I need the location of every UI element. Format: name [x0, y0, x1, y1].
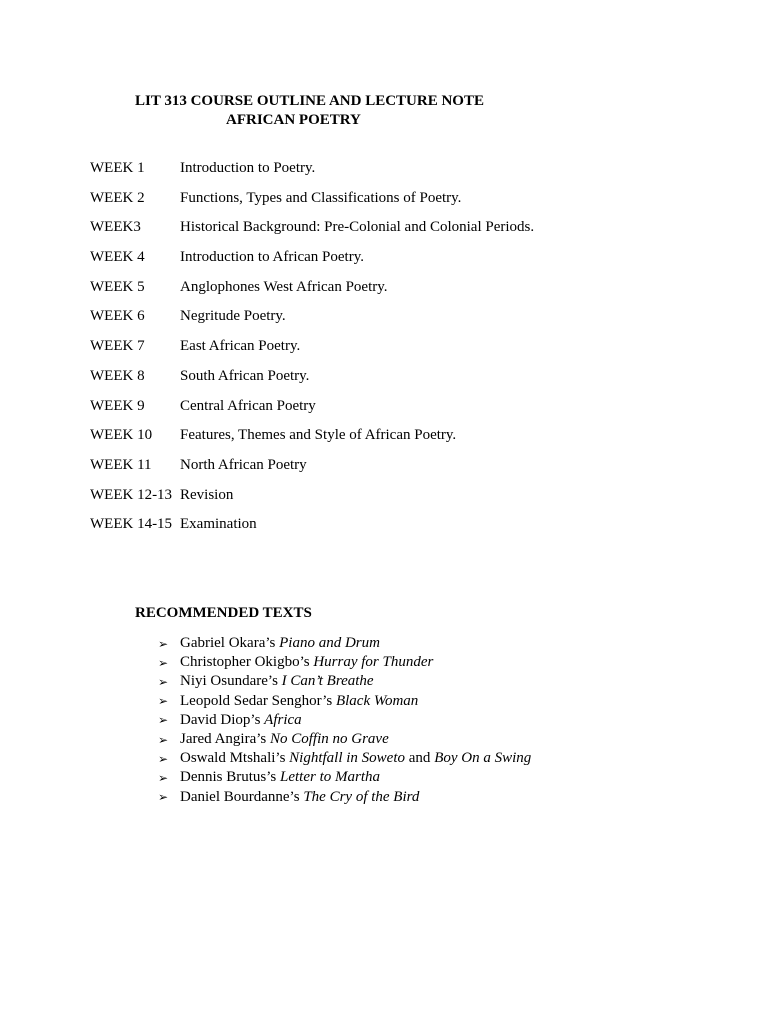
author-name: Dennis Brutus’s — [180, 769, 281, 786]
schedule-row — [90, 190, 710, 220]
week-topic: Functions, Types and Classifications of Poetry. — [180, 189, 462, 206]
arrowhead-bullet-icon: ➢ — [158, 694, 169, 709]
author-name: Jared Angira’s — [180, 731, 270, 748]
week-topic: South African Poetry. — [180, 367, 310, 384]
author-name: Oswald Mtshali’s — [180, 750, 290, 767]
work-title: Africa — [264, 711, 302, 728]
schedule-row — [90, 516, 710, 546]
work-title-2: Boy On a Swing — [434, 750, 532, 767]
schedule-row — [90, 457, 710, 487]
week-topic: Features, Themes and Style of African Poetry. — [180, 427, 457, 444]
week-label: WEEK 1 — [90, 160, 145, 176]
week-label: WEEK3 — [90, 219, 141, 236]
schedule-row — [90, 398, 710, 428]
list-item — [158, 653, 531, 672]
author-name: Gabriel Okara’s — [180, 635, 280, 652]
week-label: WEEK 5 — [90, 278, 145, 295]
week-topic: Central African Poetry — [180, 397, 316, 414]
author-name: Niyi Osundare’s — [180, 673, 282, 690]
schedule-row — [90, 279, 710, 309]
week-topic: Negritude Poetry. — [180, 308, 286, 325]
week-label: WEEK 14-15 — [90, 516, 173, 533]
work-title: Letter to Martha — [280, 769, 381, 786]
list-item — [158, 768, 531, 787]
week-label: WEEK 6 — [90, 308, 145, 325]
schedule-row — [90, 219, 710, 249]
schedule-row — [90, 427, 710, 457]
week-topic: Historical Background: Pre-Colonial and Colonial Periods. — [180, 219, 535, 236]
schedule-row — [90, 249, 710, 279]
arrowhead-bullet-icon: ➢ — [158, 655, 169, 670]
arrowhead-bullet-icon: ➢ — [158, 732, 169, 747]
arrowhead-bullet-icon: ➢ — [158, 713, 169, 728]
work-title: No Coffin no Grave — [269, 731, 389, 748]
list-item — [158, 711, 531, 730]
author-name: David Diop’s — [180, 711, 265, 728]
arrowhead-bullet-icon: ➢ — [158, 751, 169, 766]
week-label: WEEK 11 — [90, 456, 152, 473]
schedule-row — [90, 487, 710, 517]
work-title: Hurray for Thunder — [313, 654, 434, 671]
arrowhead-bullet-icon: ➢ — [158, 636, 169, 651]
list-item — [158, 749, 531, 768]
author-name: Christopher Okigbo’s — [180, 654, 314, 671]
list-item — [158, 672, 531, 691]
week-label: WEEK 7 — [90, 338, 145, 355]
week-topic: Introduction to Poetry. — [180, 160, 316, 176]
list-item — [158, 730, 531, 749]
work-title: I Can’t Breathe — [281, 673, 374, 690]
week-topic: Examination — [180, 516, 257, 533]
schedule-row — [90, 368, 710, 398]
week-topic: Revision — [180, 486, 234, 503]
author-name: Daniel Bourdanne’s — [180, 788, 304, 805]
week-label: WEEK 9 — [90, 397, 145, 414]
arrowhead-bullet-icon: ➢ — [158, 674, 169, 689]
work-title: The Cry of the Bird — [303, 788, 420, 805]
course-subtitle: AFRICAN POETRY — [226, 112, 361, 128]
arrowhead-bullet-icon: ➢ — [158, 770, 169, 785]
week-label: WEEK 10 — [90, 427, 153, 444]
week-topic: North African Poetry — [180, 456, 307, 473]
week-topic: East African Poetry. — [180, 338, 301, 355]
week-topic: Anglophones West African Poetry. — [180, 278, 388, 295]
course-title: LIT 313 COURSE OUTLINE AND LECTURE NOTE — [135, 93, 484, 109]
week-topic: Introduction to African Poetry. — [180, 249, 364, 266]
week-label: WEEK 12-13 — [90, 486, 173, 503]
schedule-row — [90, 338, 710, 368]
list-item — [158, 634, 531, 653]
conjunction: and — [405, 750, 435, 767]
week-label: WEEK 8 — [90, 367, 145, 384]
author-name: Leopold Sedar Senghor’s — [180, 692, 336, 709]
recommended-texts-list — [158, 634, 531, 807]
schedule-row — [90, 160, 710, 190]
list-item — [158, 692, 531, 711]
week-label: WEEK 4 — [90, 249, 145, 266]
arrowhead-bullet-icon: ➢ — [158, 790, 169, 805]
recommended-texts-heading: RECOMMENDED TEXTS — [135, 605, 312, 621]
week-label: WEEK 2 — [90, 189, 145, 206]
work-title: Black Woman — [335, 692, 419, 709]
weekly-schedule — [90, 160, 710, 546]
work-title: Nightfall in Soweto — [289, 750, 406, 767]
list-item — [158, 788, 531, 807]
schedule-row — [90, 308, 710, 338]
work-title: Piano and Drum — [279, 635, 380, 652]
